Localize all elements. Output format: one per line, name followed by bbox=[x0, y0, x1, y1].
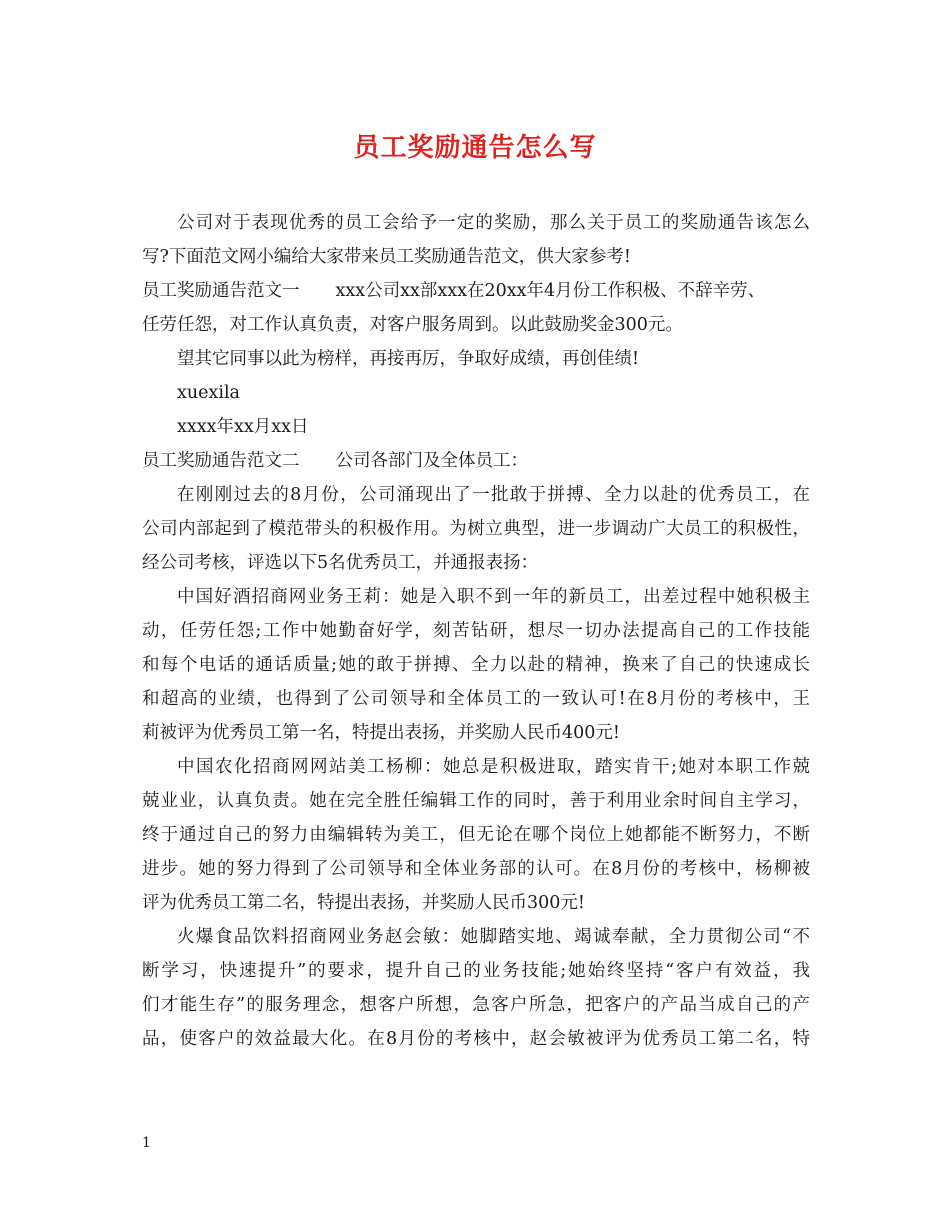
paragraph-line: 和超高的业绩，也得到了公司领导和全体员工的一致认可!在8月份的考核中，王 bbox=[142, 689, 810, 709]
paragraph-line: 兢业业，认真负责。她在完全胜任编辑工作的同时，善于利用业余时间自主学习， bbox=[142, 791, 810, 811]
paragraph-line: 终于通过自己的努力由编辑转为美工，但无论在哪个岗位上她都能不断努力，不断 bbox=[142, 825, 810, 845]
paragraph-line: 断学习，快速提升”的要求，提升自己的业务技能;她始终坚持“客户有效益，我 bbox=[142, 961, 810, 981]
document-body bbox=[142, 206, 810, 1056]
paragraph-line: 动，任劳任怨;工作中她勤奋好学，刻苦钻研，想尽一切办法提高自己的工作技能 bbox=[142, 621, 810, 641]
paragraph-line: 进步。她的努力得到了公司领导和全体业务部的认可。在8月份的考核中，杨柳被 bbox=[142, 859, 810, 879]
paragraph-line: 们才能生存”的服务理念，想客户所想，急客户所急，把客户的产品当成自己的产 bbox=[142, 995, 810, 1015]
paragraph-line: 写?下面范文网小编给大家带来员工奖励通告范文，供大家参考! bbox=[142, 247, 631, 267]
paragraph-line bbox=[142, 274, 810, 308]
paragraph-line: 任劳任怨，对工作认真负责，对客户服务周到。以此鼓励奖金300元。 bbox=[142, 315, 683, 335]
paragraph-text: xxx公司xx部xxx在20xx年4月份工作积极、不辞辛劳、 bbox=[335, 281, 766, 301]
section-heading-1: 员工奖励通告范文一 bbox=[142, 281, 300, 301]
paragraph-line bbox=[142, 444, 810, 478]
paragraph-line: 望其它同事以此为榜样，再接再厉，争取好成绩，再创佳绩! bbox=[177, 349, 640, 369]
paragraph-line: 在刚刚过去的8月份，公司涌现出了一批敢于拼搏、全力以赴的优秀员工，在 bbox=[177, 485, 810, 505]
paragraph-line: 公司对于表现优秀的员工会给予一定的奖励，那么关于员工的奖励通告该怎么 bbox=[177, 213, 810, 233]
paragraph-text: 公司各部门及全体员工： bbox=[335, 451, 528, 471]
paragraph-line: 火爆食品饮料招商网业务赵会敏：她脚踏实地、竭诚奉献，全力贯彻公司“不 bbox=[177, 927, 810, 947]
paragraph-line: 评为优秀员工第二名，特提出表扬，并奖励人民币300元! bbox=[142, 893, 585, 913]
paragraph-line: 中国农化招商网网站美工杨柳：她总是积极进取，踏实肯干;她对本职工作兢 bbox=[177, 757, 810, 777]
paragraph-line: 公司内部起到了模范带头的积极作用。为树立典型，进一步调动广大员工的积极性， bbox=[142, 519, 810, 539]
date-line: xxxx年xx月xx日 bbox=[177, 417, 309, 437]
page-number: 1 bbox=[142, 1135, 151, 1151]
paragraph-line: 中国好酒招商网业务王莉：她是入职不到一年的新员工，出差过程中她积极主 bbox=[177, 587, 810, 607]
paragraph-line: 品，使客户的效益最大化。在8月份的考核中，赵会敏被评为优秀员工第二名，特 bbox=[142, 1029, 810, 1049]
document-title: 员工奖励通告怎么写 bbox=[353, 133, 597, 163]
paragraph-line: 经公司考核，评选以下5名优秀员工，并通报表扬： bbox=[142, 553, 539, 573]
section-heading-2: 员工奖励通告范文二 bbox=[142, 451, 300, 471]
signature-line: xuexila bbox=[177, 383, 240, 403]
paragraph-line: 莉被评为优秀员工第一名，特提出表扬，并奖励人民币400元! bbox=[142, 723, 620, 743]
paragraph-line: 和每个电话的通话质量;她的敢于拼搏、全力以赴的精神，换来了自己的快速成长 bbox=[142, 655, 810, 675]
